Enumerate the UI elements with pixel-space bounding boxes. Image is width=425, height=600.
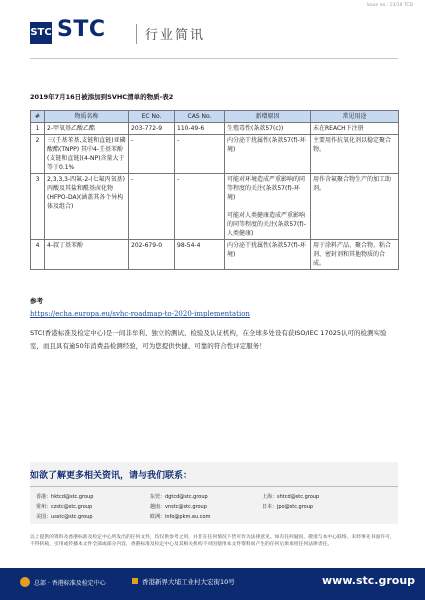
contact-item: 欧洲：info@pkm.eu.com: [150, 514, 211, 520]
header-divider: [136, 24, 137, 44]
table-row: [31, 123, 399, 135]
contact-city: 越南: [150, 504, 161, 510]
contact-email[interactable]: hktcd@stc.group: [51, 494, 94, 500]
contact-email[interactable]: shtcd@stc.group: [277, 494, 320, 500]
contact-email[interactable]: dgtcd@stc.group: [165, 494, 208, 500]
contact-email[interactable]: jpo@stc.group: [277, 504, 314, 510]
stc-logo-text: STC: [57, 17, 106, 42]
footer-website-link[interactable]: www.stc.group: [322, 574, 416, 587]
page-title: 行业简讯: [145, 28, 206, 43]
contact-item: 东莞：dgtcd@stc.group: [150, 494, 208, 500]
contact-item: 日本：jpo@stc.group: [262, 504, 314, 510]
col-header-cas: CAS No.: [175, 111, 225, 123]
contact-city: 常州: [36, 504, 47, 510]
cell-use: 主要用作抗氧化剂以稳定聚合物。: [311, 135, 399, 174]
contact-item: 香港：hktcd@stc.group: [36, 494, 94, 500]
contact-city: 上海: [262, 494, 273, 500]
cell-name: 2,3,3,3-四氟-2-(七氟丙氧基)丙酸及其盐和酰基卤化物(HFPO-DA)(涵盖其各个异构体及组合): [45, 174, 129, 240]
cell-reason: [225, 174, 311, 240]
reference-heading: 参考: [30, 297, 43, 305]
reason-human-health: 可能对人类健康造成严重影响的同等程度的关注(条款57(f)-人类健康): [227, 212, 306, 237]
cell-name: 三(壬基苯基,支链和直链)亚磷酸酯(TNPP) 其中4-壬基苯酚(支链和直链)(4-NP)含量大于等于0.1%: [45, 135, 129, 174]
col-header-ec: EC No.: [129, 111, 175, 123]
contact-city: 香港: [36, 494, 47, 500]
cell-ec: 203-772-9: [129, 123, 175, 135]
cell-use: 用作含氟聚合物生产的加工助剂。: [311, 174, 399, 240]
reference-link[interactable]: https://echa.europa.eu/svhc-roadmap-to-2020-implementation: [30, 310, 250, 318]
contact-email[interactable]: usstc@stc.group: [51, 514, 93, 520]
contact-divider: [30, 486, 398, 487]
svhc-table: [30, 110, 399, 270]
table-row: [31, 240, 399, 270]
cell-reason: 生殖毒性(条款57(c)): [225, 123, 311, 135]
table-row: [31, 174, 399, 240]
col-header-no: #: [31, 111, 45, 123]
cell-no: 3: [31, 174, 45, 240]
cell-cas: -: [175, 174, 225, 240]
cell-reason: 内分泌干扰属性(条款57(f)-环境): [225, 135, 311, 174]
cell-no: 1: [31, 123, 45, 135]
table-row: [31, 135, 399, 174]
contact-item: 越南：vnstc@stc.group: [150, 504, 207, 510]
col-header-reason: 新增原因: [225, 111, 311, 123]
logo-mark: STC: [30, 27, 52, 38]
footer-address: 香港新界大埔工业村大宏街10号: [142, 578, 235, 586]
contact-city: 欧洲: [150, 514, 161, 520]
contact-item: 美国：usstc@stc.group: [36, 514, 93, 520]
contact-item: 常州：czstc@stc.group: [36, 504, 93, 510]
cell-no: 4: [31, 240, 45, 270]
contact-city: 美国: [36, 514, 47, 520]
contact-email[interactable]: info@pkm.eu.com: [165, 514, 211, 520]
cell-name: 4-叔丁基苯酚: [45, 240, 129, 270]
footer-hq-label: 总部 · 香港标准及检定中心: [34, 580, 106, 587]
contact-city: 东莞: [150, 494, 161, 500]
cell-ec: 202-679-0: [129, 240, 175, 270]
header-rule: [30, 58, 398, 59]
about-paragraph: STC(香港标准及检定中心)是一间非牟利、独立的测试、检验及认证机构，在全球多处设有获ISO/IEC 17025认可的检测实验室，而且具有逾50年消费品检测经验，可为您提供快捷、可靠的符合性评定服务！: [30, 329, 387, 350]
col-header-name: 物质名称: [45, 111, 129, 123]
reason-environment: 可能对环境造成严重影响的同等程度的关注(条款57(f)-环境): [227, 176, 306, 201]
cell-ec: -: [129, 135, 175, 174]
disclaimer-text: 以上提供的资料及香港标准及检定中心所发出的任何文件，均仅供参考之用，并非在任何情况下皆可作为法律意见。如有任何疑问，敬请与本中心联络。未经事先书面许可，不得转载、引用或传播本文件全部或部分内容，香港标准及检定中心及其相关机构不对因使用本文件资料而产生的任何后果承担任何法律责任。: [30, 535, 395, 547]
stc-logo-icon: [30, 22, 52, 44]
cell-name: 2-甲氧基乙酸乙酯: [45, 123, 129, 135]
cell-reason: 内分泌干扰属性(条款57(f)-环境): [225, 240, 311, 270]
cell-cas: 110-49-6: [175, 123, 225, 135]
cell-ec: -: [129, 174, 175, 240]
cell-cas: 98-54-4: [175, 240, 225, 270]
hq-icon: [20, 577, 30, 587]
cell-cas: -: [175, 135, 225, 174]
col-header-use: 常见用途: [311, 111, 399, 123]
contact-email[interactable]: czstc@stc.group: [51, 504, 93, 510]
table-header-row: [31, 111, 399, 123]
contact-heading: 如欲了解更多相关资讯，请与我们联系：: [30, 471, 193, 481]
cell-no: 2: [31, 135, 45, 174]
cell-use: 用于涂料产品、聚合物、粘合剂、密封剂和其他物质的合成。: [311, 240, 399, 270]
contact-city: 日本: [262, 504, 273, 510]
contact-email[interactable]: vnstc@stc.group: [165, 504, 207, 510]
cell-use: 未在REACH下注册: [311, 123, 399, 135]
issue-number: Issue no.: 13/19 TCD: [366, 3, 413, 8]
location-icon: [132, 578, 138, 584]
contact-item: 上海：shtcd@stc.group: [262, 494, 320, 500]
table-title: 2019年7月16日被添加到SVHC清单的物质-表2: [30, 93, 174, 101]
